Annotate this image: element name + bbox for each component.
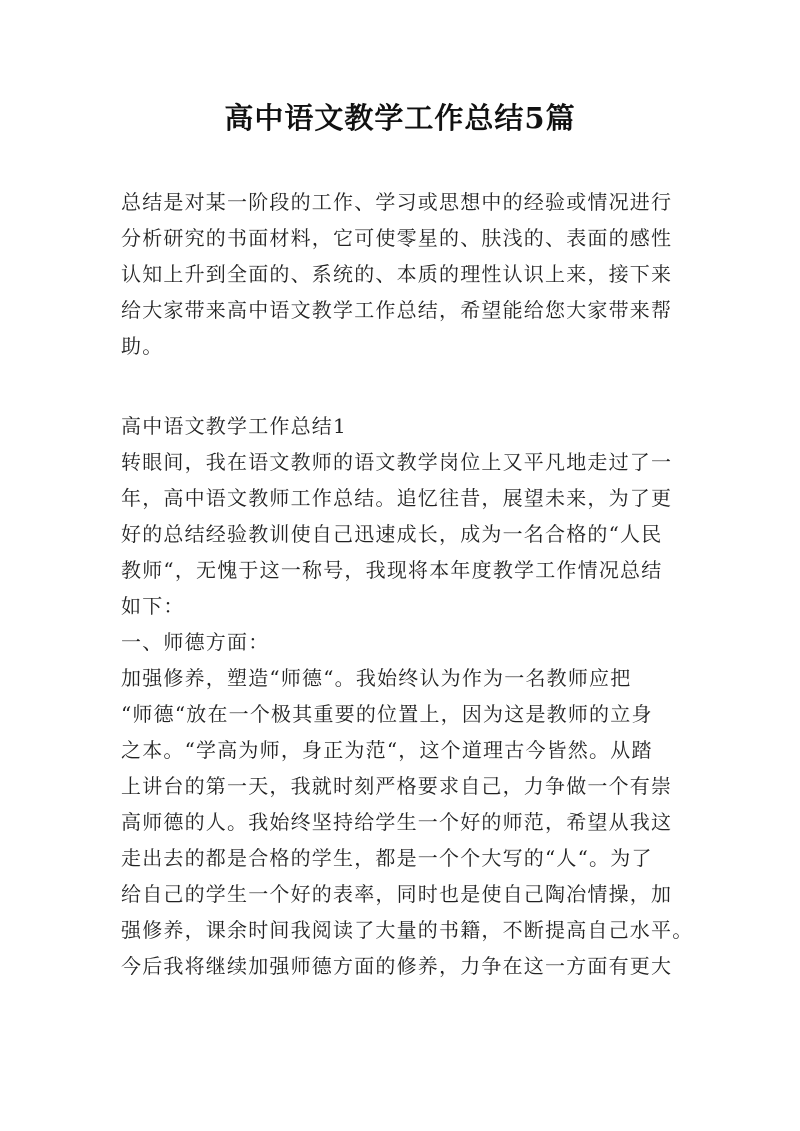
paragraph-line: 之本。“学高为师，身正为范“，这个道理古今皆然。从踏 [121, 738, 653, 762]
intro-line: 认知上升到全面的、系统的、本质的理性认识上来，接下来 [121, 262, 673, 286]
intro-line: 助。 [121, 334, 164, 358]
paragraph-line: 走出去的都是合格的学生，都是一个个大写的“人“。为了 [121, 846, 653, 870]
paragraph-line: 教师“，无愧于这一称号，我现将本年度教学工作情况总结 [121, 558, 663, 582]
paragraph-line: “师德“放在一个极其重要的位置上，因为这是教师的立身 [121, 702, 653, 726]
paragraph-line: 高师德的人。我始终坚持给学生一个好的师范，希望从我这 [121, 810, 673, 834]
paragraph-line: 加强修养，塑造“师德“。我始终认为作为一名教师应把 [121, 666, 632, 690]
paragraph-line: 上讲台的第一天，我就时刻严格要求自己，力争做一个有崇 [121, 774, 673, 798]
main-content [121, 408, 694, 984]
subheading: 一、师德方面： [121, 630, 270, 654]
paragraph-line: 给自己的学生一个好的表率，同时也是使自己陶冶情操，加 [121, 882, 673, 906]
document-title: 高中语文教学工作总结5篇 [224, 101, 576, 135]
paragraph-line: 好的总结经验教训使自己迅速成长，成为一名合格的“人民 [121, 522, 663, 546]
intro-line: 总结是对某一阶段的工作、学习或思想中的经验或情况进行 [121, 190, 673, 214]
paragraph-line: 转眼间，我在语文教师的语文教学岗位上又平凡地走过了一 [121, 450, 673, 474]
paragraph-line: 今后我将继续加强师德方面的修养，力争在这一方面有更大 [121, 954, 673, 978]
paragraph-line: 年，高中语文教师工作总结。追忆往昔，展望未来，为了更 [121, 486, 673, 510]
section-heading: 高中语文教学工作总结1 [121, 414, 347, 438]
intro-line: 给大家带来高中语文教学工作总结，希望能给您大家带来帮 [121, 298, 673, 322]
intro-line: 分析研究的书面材料，它可使零星的、肤浅的、表面的感性 [121, 226, 673, 250]
paragraph-line: 如下： [121, 594, 185, 618]
paragraph-line: 强修养，课余时间我阅读了大量的书籍，不断提高自己水平。 [121, 918, 694, 942]
intro-paragraph [121, 184, 686, 364]
